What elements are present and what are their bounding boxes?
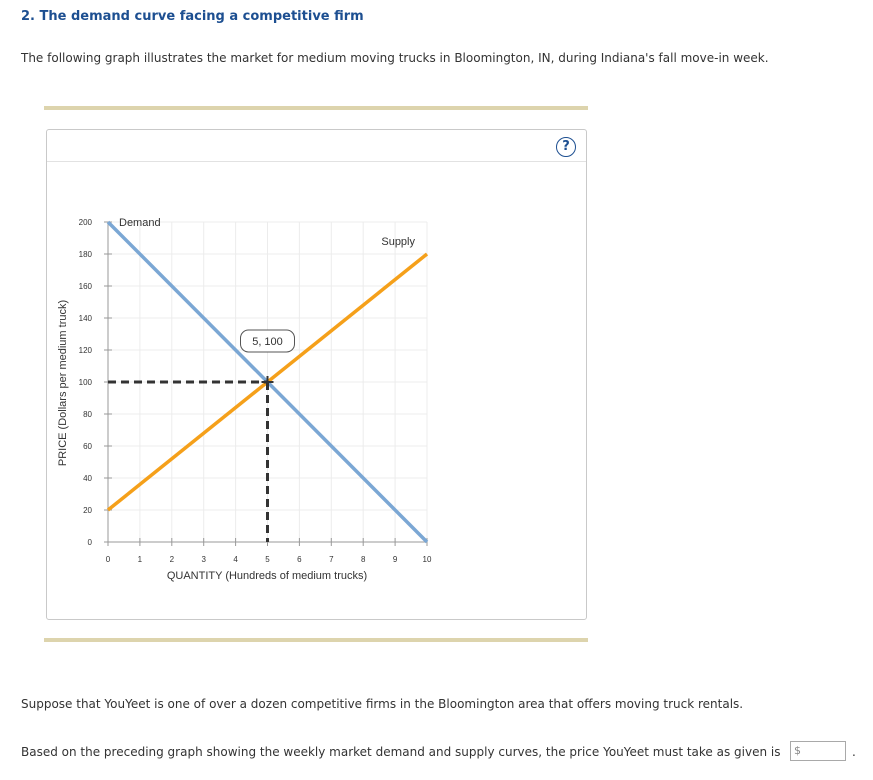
y-tick-label: 180 — [78, 250, 92, 259]
sentence-period: . — [852, 745, 856, 759]
x-tick-label: 4 — [233, 555, 238, 564]
y-tick-label: 140 — [78, 314, 92, 323]
equilibrium-label: 5, 100 — [252, 336, 283, 348]
y-tick-label: 120 — [78, 346, 92, 355]
y-tick-label: 20 — [83, 506, 92, 515]
y-tick-label: 100 — [78, 378, 92, 387]
price-answer-input[interactable]: $ — [790, 741, 846, 761]
y-tick-label: 80 — [83, 410, 92, 419]
supply-label: Supply — [381, 236, 415, 248]
x-tick-label: 8 — [360, 555, 366, 564]
x-tick-label: 7 — [329, 555, 334, 564]
help-icon[interactable]: ? — [556, 137, 576, 157]
y-tick-label: 60 — [83, 442, 92, 451]
prompt-text: Based on the preceding graph showing the weekly market demand and supply curves, the price YouYeet must take as given is — [21, 745, 781, 759]
x-tick-label: 0 — [105, 555, 111, 564]
x-tick-label: 9 — [392, 555, 398, 564]
x-tick-label: 3 — [201, 555, 206, 564]
y-tick-label: 160 — [78, 282, 92, 291]
y-axis-label: PRICE (Dollars per medium truck) — [57, 299, 69, 467]
bottom-divider — [44, 638, 588, 642]
y-tick-label: 0 — [87, 538, 92, 547]
question-title: 2. The demand curve facing a competitive firm — [21, 9, 364, 24]
x-tick-label: 10 — [422, 555, 432, 564]
y-tick-label: 200 — [78, 218, 92, 227]
x-tick-label: 5 — [265, 555, 270, 564]
y-tick-label: 40 — [83, 474, 92, 483]
intro-text: The following graph illustrates the market for medium moving trucks in Bloomington, IN, during Indiana's fall move-in week. — [21, 51, 769, 65]
demand-label: Demand — [119, 217, 161, 229]
x-axis-label: QUANTITY (Hundreds of medium trucks) — [166, 570, 368, 582]
x-tick-label: 6 — [297, 555, 302, 564]
x-tick-label: 2 — [169, 555, 175, 564]
x-tick-label: 1 — [137, 555, 143, 564]
scenario-text: Suppose that YouYeet is one of over a dozen competitive firms in the Bloomington area that offers moving truck rentals. — [21, 697, 744, 711]
